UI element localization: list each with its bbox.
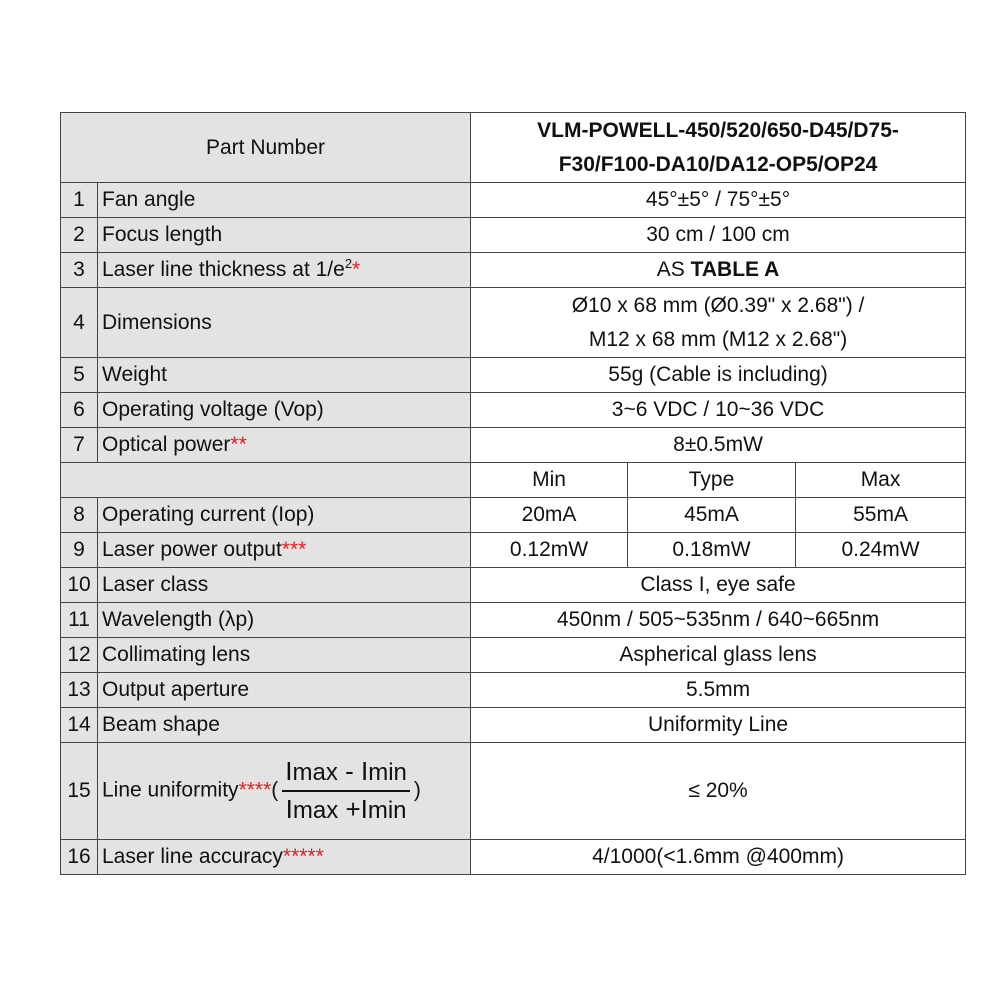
row-label-text: Line uniformity <box>102 778 239 802</box>
row-number: 10 <box>61 568 98 603</box>
row-number: 12 <box>61 638 98 673</box>
row-label: Focus length <box>98 218 471 253</box>
fraction-bar <box>282 790 410 792</box>
sub-header-blank <box>61 463 471 498</box>
row-value: 30 cm / 100 cm <box>471 218 966 253</box>
table-row <box>61 428 966 463</box>
uniformity-formula <box>282 756 410 826</box>
row-label: Laser class <box>98 568 471 603</box>
part-number-row <box>61 113 966 183</box>
row-number: 11 <box>61 603 98 638</box>
formula-sub: min <box>367 797 407 824</box>
sub-header-row <box>61 463 966 498</box>
table-row <box>61 638 966 673</box>
spec-table <box>60 112 966 875</box>
formula-op: - <box>345 756 354 786</box>
row-label-text: Optical power <box>102 433 231 456</box>
formula-numerator <box>282 756 410 788</box>
value-max: 0.24mW <box>796 533 966 568</box>
row-value: 5.5mm <box>471 673 966 708</box>
row-label <box>98 253 471 288</box>
formula-i: I <box>360 794 368 824</box>
formula-op: + <box>345 794 361 824</box>
table-row <box>61 743 966 840</box>
row-label: Weight <box>98 358 471 393</box>
footnote-mark: ***** <box>282 845 324 868</box>
value-max: 55mA <box>796 498 966 533</box>
row-label: Wavelength (λp) <box>98 603 471 638</box>
row-label: Dimensions <box>98 288 471 358</box>
value-type: 0.18mW <box>628 533 796 568</box>
value-line1: Ø10 x 68 mm (Ø0.39" x 2.68") / <box>571 293 865 317</box>
row-value: 8±0.5mW <box>471 428 966 463</box>
row-number: 5 <box>61 358 98 393</box>
sub-header-min: Min <box>471 463 628 498</box>
part-number-line2: F30/F100-DA10/DA12-OP5/OP24 <box>558 152 878 176</box>
row-value <box>471 253 966 288</box>
row-label <box>98 743 471 840</box>
row-number: 2 <box>61 218 98 253</box>
table-row <box>61 840 966 875</box>
row-label-text: Laser power output <box>102 538 282 561</box>
value-min: 20mA <box>471 498 628 533</box>
table-row <box>61 288 966 358</box>
row-number: 3 <box>61 253 98 288</box>
formula-i: I <box>360 756 369 786</box>
row-label: Beam shape <box>98 708 471 743</box>
row-label-text: Laser line accuracy <box>102 845 283 868</box>
row-value: 55g (Cable is including) <box>471 358 966 393</box>
row-label <box>98 533 471 568</box>
row-label: Operating voltage (Vop) <box>98 393 471 428</box>
row-value: 3~6 VDC / 10~36 VDC <box>471 393 966 428</box>
value-bold: TABLE A <box>690 258 780 281</box>
row-value <box>471 288 966 358</box>
table-row <box>61 568 966 603</box>
sub-header-type: Type <box>628 463 796 498</box>
formula-i: I <box>285 794 293 824</box>
value-min: 0.12mW <box>471 533 628 568</box>
formula-i: I <box>285 756 293 786</box>
formula-sub: min <box>368 759 407 786</box>
row-label: Operating current (Iop) <box>98 498 471 533</box>
formula-denominator <box>282 794 410 826</box>
row-label: Output aperture <box>98 673 471 708</box>
value-prefix: AS <box>656 258 691 281</box>
row-number: 6 <box>61 393 98 428</box>
row-number: 13 <box>61 673 98 708</box>
table-row <box>61 253 966 288</box>
row-label <box>98 428 471 463</box>
row-number: 16 <box>61 840 98 875</box>
row-value: 4/1000(<1.6mm @400mm) <box>471 840 966 875</box>
footnote-mark: **** <box>238 778 272 802</box>
table-row <box>61 393 966 428</box>
row-value: Class I, eye safe <box>471 568 966 603</box>
part-number-value <box>471 113 966 183</box>
superscript: 2 <box>344 256 353 271</box>
row-number: 8 <box>61 498 98 533</box>
row-number: 9 <box>61 533 98 568</box>
formula-sub: max <box>292 759 338 786</box>
row-label-text: Laser line thickness at 1/e <box>102 258 345 281</box>
row-number: 15 <box>61 743 98 840</box>
row-number: 1 <box>61 183 98 218</box>
footnote-mark: ** <box>230 433 247 456</box>
part-number-line1: VLM-POWELL-450/520/650-D45/D75- <box>537 118 899 142</box>
row-value: 45°±5° / 75°±5° <box>471 183 966 218</box>
part-number-label: Part Number <box>61 113 471 183</box>
value-type: 45mA <box>628 498 796 533</box>
sub-header-max: Max <box>796 463 966 498</box>
row-value: Aspherical glass lens <box>471 638 966 673</box>
row-value: Uniformity Line <box>471 708 966 743</box>
row-label <box>98 840 471 875</box>
table-row <box>61 708 966 743</box>
footnote-mark: *** <box>281 538 307 561</box>
row-number: 4 <box>61 288 98 358</box>
row-number: 7 <box>61 428 98 463</box>
formula-sub: max <box>292 797 339 824</box>
paren-close: ) <box>413 778 421 802</box>
table-row <box>61 603 966 638</box>
paren-open: ( <box>271 778 279 802</box>
row-label: Collimating lens <box>98 638 471 673</box>
row-value: 450nm / 505~535nm / 640~665nm <box>471 603 966 638</box>
row-number: 14 <box>61 708 98 743</box>
table-row <box>61 358 966 393</box>
table-row <box>61 183 966 218</box>
table-row <box>61 218 966 253</box>
row-label: Fan angle <box>98 183 471 218</box>
row-value: ≤ 20% <box>471 743 966 840</box>
table-row <box>61 498 966 533</box>
table-row <box>61 673 966 708</box>
table-row <box>61 533 966 568</box>
footnote-mark: * <box>352 258 361 281</box>
value-line2: M12 x 68 mm (M12 x 2.68") <box>588 327 848 351</box>
